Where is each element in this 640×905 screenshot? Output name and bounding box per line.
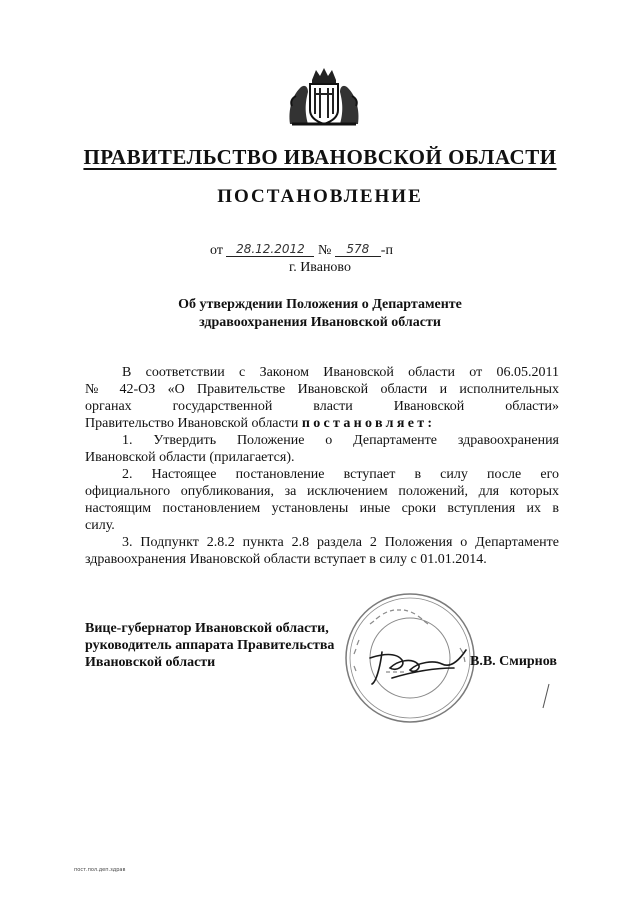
- handwritten-signature: [362, 638, 474, 688]
- subject-line-2: здравоохранения Ивановской области: [199, 315, 441, 330]
- item-3-line-1: 3. Подпункт 2.8.2 пункта 2.8 раздела 2 Положения о Департаменте: [122, 535, 559, 550]
- preamble-line-1: В соответствии с Законом Ивановской области от 06.05.2011: [122, 365, 559, 380]
- item-2-line-3: настоящим постановлением установлены иные сроки вступления их в: [85, 501, 559, 516]
- number-prefix: №: [317, 243, 332, 258]
- document-body: [85, 364, 559, 568]
- subject-line-1: Об утверждении Положения о Департаменте: [178, 297, 462, 312]
- footer-file-code: пост.пол.деп.здрав: [74, 867, 126, 873]
- preamble-line-4: [85, 415, 559, 432]
- document-date: 28.12.2012: [226, 242, 314, 257]
- item-1-line-1: 1. Утвердить Положение о Департаменте здравоохранения: [122, 433, 559, 448]
- item-1-line-2: Ивановской области (прилагается).: [85, 450, 295, 465]
- registration-line: [210, 243, 393, 259]
- pen-tick-mark: [540, 682, 552, 710]
- preamble-line-4-text: Правительство Ивановской области: [85, 416, 302, 431]
- signer-position-line-3: Ивановской области: [85, 655, 216, 670]
- signer-name: В.В. Смирнов: [470, 654, 557, 669]
- document-subject: [120, 296, 520, 332]
- item-2-line-1: 2. Настоящее постановление вступает в силу после его: [122, 467, 559, 482]
- signer-position-line-2: руководитель аппарата Правительства: [85, 638, 335, 653]
- resolution-keyword: постановляет:: [301, 416, 436, 431]
- item-2-line-2: официального опубликования, за исключением положений, для которых: [85, 484, 559, 499]
- number-suffix: -п: [380, 243, 393, 258]
- city: г. Иваново: [289, 260, 351, 275]
- preamble-line-2: № 42-ОЗ «О Правительстве Ивановской области и исполнительных: [85, 382, 559, 397]
- document-number: 578: [335, 242, 381, 257]
- item-2-line-4: силу.: [85, 518, 115, 533]
- coat-of-arms-emblem: [286, 66, 362, 128]
- preamble-line-3: органах государственной власти Ивановской области»: [85, 399, 559, 414]
- item-3-line-2: здравоохранения Ивановской области вступает в силу с 01.01.2014.: [85, 552, 487, 567]
- signer-position-line-1: Вице-губернатор Ивановской области,: [85, 621, 329, 636]
- organization-title: ПРАВИТЕЛЬСТВО ИВАНОВСКОЙ ОБЛАСТИ: [83, 145, 557, 169]
- document-type: ПОСТАНОВЛЕНИЕ: [217, 186, 423, 207]
- date-prefix: от: [210, 243, 223, 258]
